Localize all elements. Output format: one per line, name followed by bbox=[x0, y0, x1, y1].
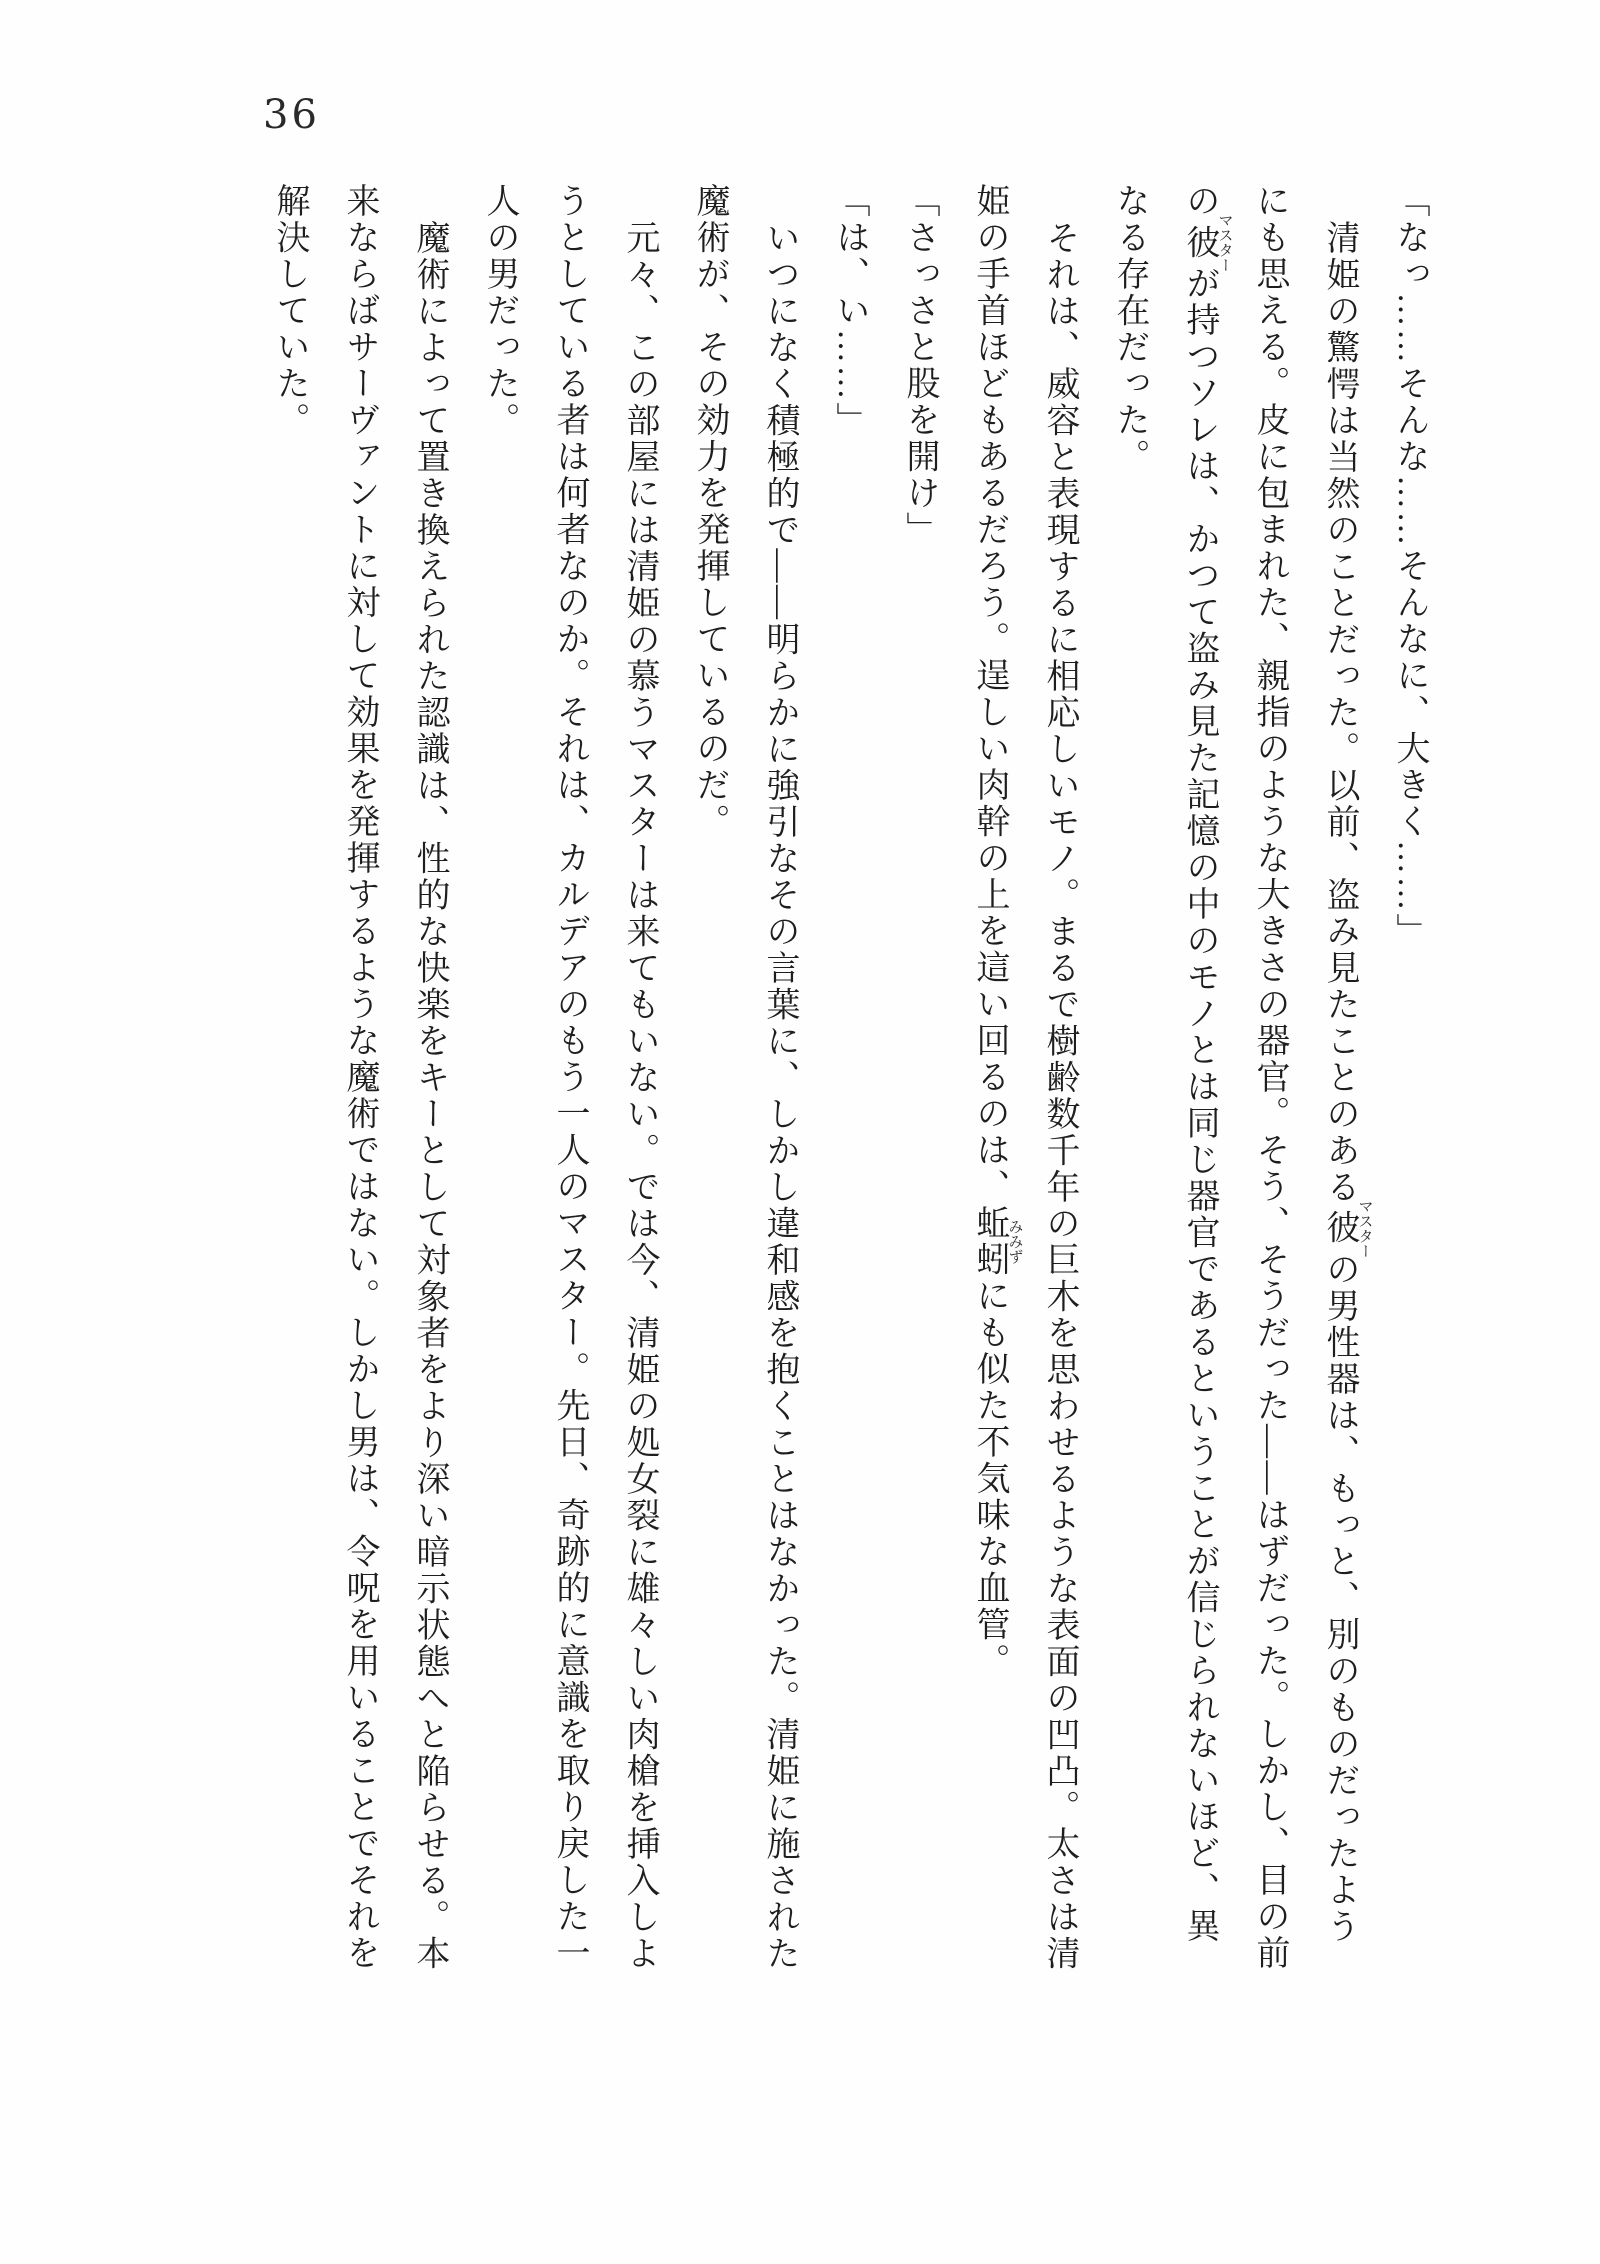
text-column: 姫の手首ほどもあるだろう。逞しい肉幹の上を這い回るのは、蚯蚓みみずにも似た不気味な血管。 bbox=[971, 183, 1023, 1680]
text-column: にも思える。皮に包まれた、親指のような大きさの器官。そう、そうだった――はずだった。しかし、目の前 bbox=[1251, 183, 1288, 1972]
furigana-text: マスター bbox=[1356, 1198, 1373, 1258]
text-column: 人の男だった。 bbox=[481, 183, 518, 439]
dialogue-column: 「は、い……」 bbox=[831, 183, 868, 439]
vertical-text-block bbox=[254, 183, 1444, 1983]
text-column: の彼マスターが持つソレは、かつて盗み見た記憶の中のモノとは同じ器官であるということが信じられないほど、異 bbox=[1181, 183, 1233, 1945]
text-column: 魔術によって置き換えられた認識は、性的な快楽をキーとして対象者をより深い暗示状態へと陥らせる。本 bbox=[411, 219, 448, 1972]
furigana-text: マスター bbox=[1216, 212, 1233, 273]
text-column: 解決していた。 bbox=[271, 183, 308, 439]
dialogue-column: 「さっさと股を開け」 bbox=[901, 183, 938, 548]
furigana-ruby: 彼マスター bbox=[1181, 212, 1233, 273]
text-column: 清姫の驚愕は当然のことだった。以前、盗み見たことのある彼マスターの男性器は、もっと、別のものだったよう bbox=[1321, 219, 1373, 1945]
dialogue-column: 「なっ……そんな……そんなに、大きく……」 bbox=[1391, 183, 1428, 950]
furigana-ruby: 彼マスター bbox=[1321, 1198, 1373, 1258]
page-number: 36 bbox=[263, 92, 320, 138]
furigana-ruby: 蚯蚓みみず bbox=[971, 1205, 1023, 1278]
text-column: 魔術が、その効力を発揮しているのだ。 bbox=[691, 183, 728, 840]
text-column: なる存在だった。 bbox=[1111, 183, 1148, 475]
furigana-text: みみず bbox=[1006, 1205, 1023, 1278]
text-column: うとしている者は何者なのか。それは、カルデアのもう一人のマスター。先日、奇跡的に意識を取り戻した一 bbox=[551, 183, 588, 1972]
text-column: いつになく積極的で――明らかに強引なその言葉に、しかし違和感を抱くことはなかった。清姫に施された bbox=[761, 219, 798, 1972]
text-column: 来ならばサーヴァントに対して効果を発揮するような魔術ではない。しかし男は、令呪を用いることでそれを bbox=[341, 183, 378, 1972]
text-column: それは、威容と表現するに相応しいモノ。まるで樹齢数千年の巨木を思わせるような表面の凹凸。太さは清 bbox=[1041, 219, 1078, 1972]
text-column: 元々、この部屋には清姫の慕うマスターは来てもいない。では今、清姫の処女裂に雄々しい肉槍を挿入しよ bbox=[621, 219, 658, 1972]
